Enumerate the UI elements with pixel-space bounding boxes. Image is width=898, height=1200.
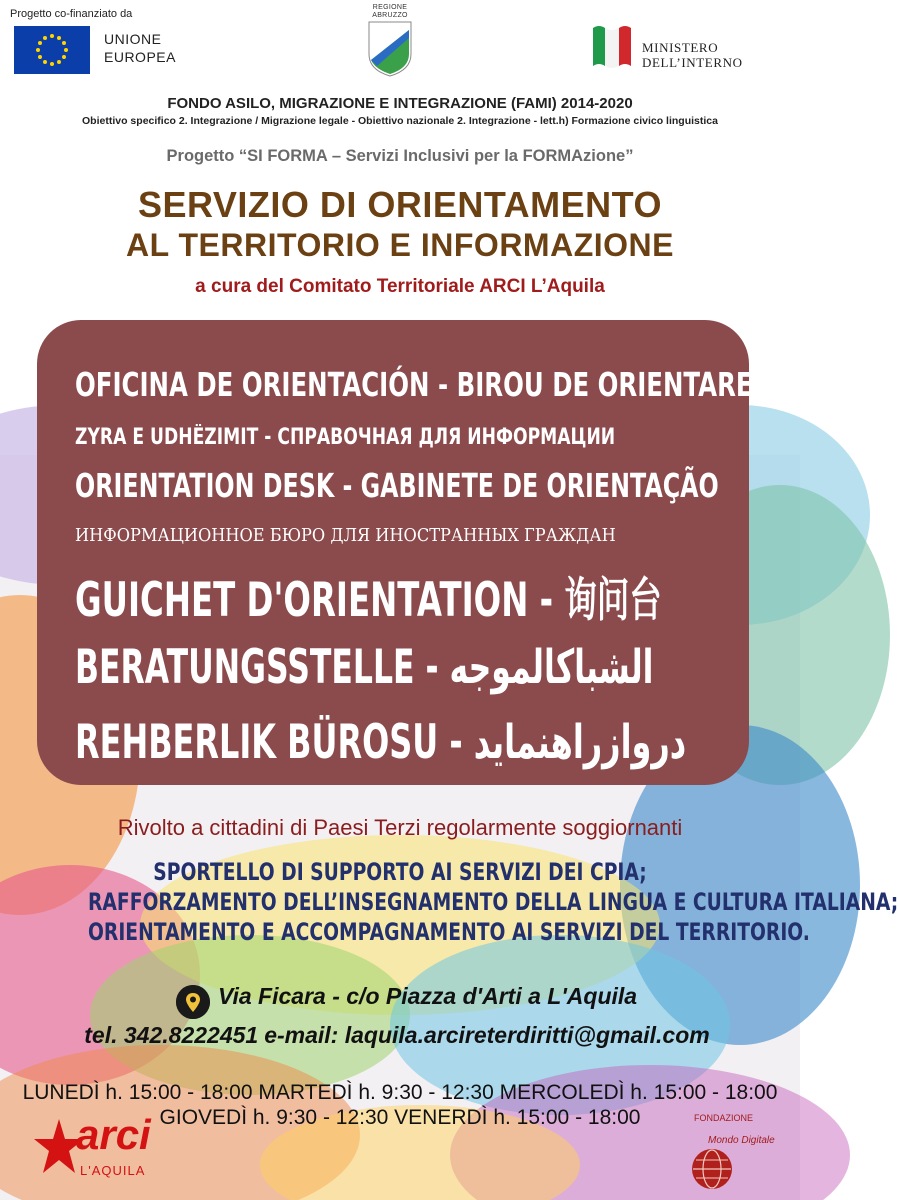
arci-logo — [34, 1113, 164, 1191]
service-item: SPORTELLO DI SUPPORTO AI SERVIZI DEI CPIA; — [153, 858, 647, 886]
target-audience: Rivolto a cittadini di Paesi Terzi regolarmente soggiornanti — [117, 815, 683, 840]
desk-name-french-chinese: GUICHET D'ORIENTATION - 询问台 — [75, 573, 662, 628]
address: Via Ficara - c/o Piazza d'Arti a L'Aquila — [218, 983, 638, 1009]
desk-name-english-portuguese: ORIENTATION DESK - GABINETE DE ORIENTAÇÃO — [75, 466, 719, 505]
email-address[interactable]: e-mail: laquila.arcireterdiritti@gmail.com — [264, 1022, 710, 1048]
fmd-label: FONDAZIONE — [694, 1113, 754, 1123]
arci-city: L'AQUILA — [80, 1163, 146, 1178]
location-pin-icon — [176, 985, 210, 1019]
eu-line1: UNIONE — [104, 31, 162, 47]
cofinanced-label: Progetto co-finanziato da — [10, 8, 133, 20]
desk-name-albanian-russian: ZYRA E UDHËZIMIT - СПРАВОЧНАЯ ДЛЯ ИНФОРМАЦИИ — [75, 425, 616, 450]
ministry-line2: DELL’INTERNO — [642, 55, 743, 70]
region-abruzzo-logo — [360, 4, 420, 80]
project-name: Progetto “SI FORMA – Servizi Inclusivi per la FORMAzione” — [166, 147, 634, 165]
phone-number[interactable]: tel. 342.8222451 — [84, 1022, 259, 1048]
multilingual-desk-panel — [37, 320, 753, 785]
curated-by: a cura del Comitato Territoriale ARCI L’Aquila — [195, 276, 605, 297]
desk-name-russian: ИНФОРМАЦИОННОЕ БЮРО ДЛЯ ИНОСТРАННЫХ ГРАЖДАН — [75, 525, 616, 546]
desk-name-turkish-persian: REHBERLIK BÜROSU - دروازراهنمايد — [75, 715, 687, 770]
fund-subtitle: Obiettivo specifico 2. Integrazione / Migrazione legale - Obiettivo nazionale 2. Integrazione - lett.h) Formazione civico linguistica — [82, 115, 718, 127]
main-title-line1: SERVIZIO DI ORIENTAMENTO — [137, 184, 663, 225]
service-item: RAFFORZAMENTO DELL’INSEGNAMENTO DELLA LINGUA E CULTURA ITALIANA; — [88, 888, 898, 916]
eu-name — [104, 30, 176, 66]
globe-icon — [692, 1149, 732, 1189]
eu-flag-logo — [14, 26, 90, 74]
main-title-line2: AL TERRITORIO E INFORMAZIONE — [126, 227, 674, 263]
italian-flag-logo — [591, 22, 633, 70]
region-emblem-icon — [365, 20, 415, 78]
hours-line1: LUNEDÌ h. 15:00 - 18:00 MARTEDÌ h. 9:30 - 12:30 MERCOLEDÌ h. 15:00 - 18:00 — [22, 1081, 778, 1104]
services-list — [0, 857, 898, 947]
ministry-line1: MINISTERO — [642, 40, 719, 55]
fondazione-mondo-digitale-logo — [688, 1113, 796, 1193]
fmd-name: Mondo Digitale — [708, 1135, 775, 1146]
region-line2: ABRUZZO — [372, 12, 408, 19]
hours-line2: GIOVEDÌ h. 9:30 - 12:30 VENERDÌ h. 15:00 - 18:00 — [159, 1106, 641, 1129]
ministry-name — [642, 40, 743, 70]
fund-title: FONDO ASILO, MIGRAZIONE E INTEGRAZIONE (FAMI) 2014-2020 — [167, 95, 633, 112]
region-line1: REGIONE — [372, 4, 408, 11]
desk-name-spanish-romanian: OFICINA DE ORIENTACIÓN - BIROU DE ORIENTARE — [75, 365, 753, 404]
eu-line2: EUROPEA — [104, 49, 176, 65]
arci-wordmark: arci — [76, 1111, 151, 1158]
service-item: ORIENTAMENTO E ACCOMPAGNAMENTO AI SERVIZI DEL TERRITORIO. — [88, 918, 810, 946]
desk-name-german-arabic: BERATUNGSSTELLE - الشباكالموجه — [75, 640, 654, 695]
contact-info — [0, 1022, 800, 1049]
